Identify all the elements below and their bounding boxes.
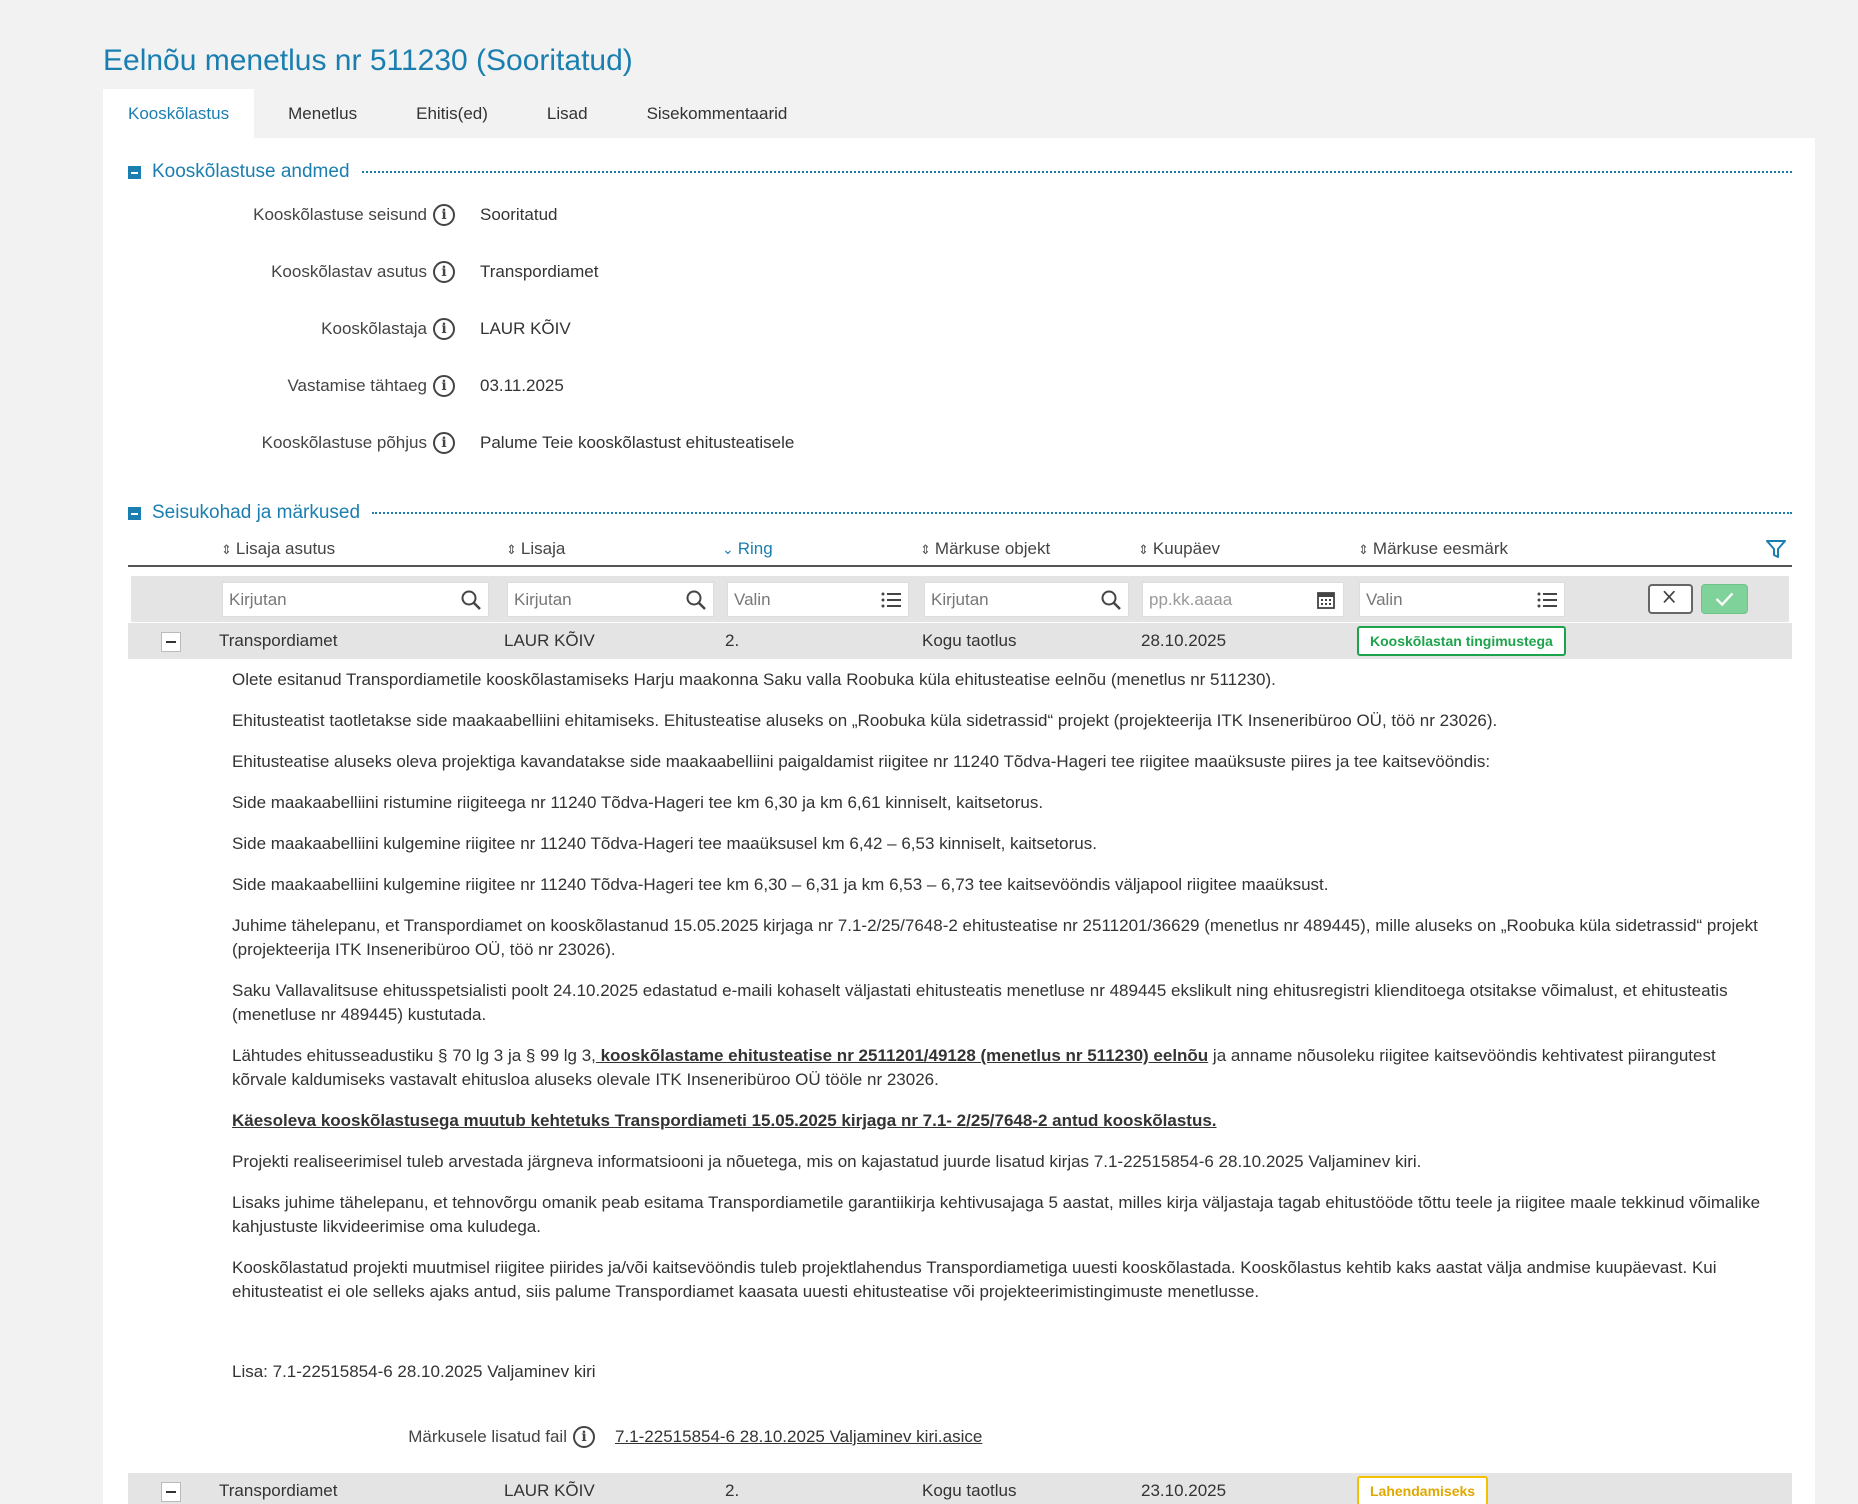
- list-icon: [1536, 589, 1558, 611]
- status-badge: Lahendamiseks: [1357, 1476, 1488, 1504]
- calendar-icon: [1315, 589, 1337, 611]
- sort-icon: ⇕: [920, 541, 931, 557]
- cell-kuupaev: 23.10.2025: [1141, 1481, 1227, 1500]
- field-row-tahtaeg: [103, 371, 1303, 401]
- section-title: Kooskõlastuse andmed: [152, 161, 350, 182]
- cell-kuupaev: 28.10.2025: [1141, 631, 1227, 650]
- column-header-ring[interactable]: ⌄ Ring: [722, 539, 773, 558]
- table-row[interactable]: [128, 1473, 1792, 1504]
- comment-paragraph: Ehitusteatise aluseks oleva projektiga kavandatakse side maakaabelliini paigaldamist riigitee nr 11240 Tõdva-Hageri tee riigitee maaüksuste piires ja tee kaitsevööndis:: [232, 752, 1491, 771]
- tab-lisad[interactable]: Lisad: [546, 104, 588, 123]
- clear-filter-button[interactable]: [1648, 584, 1693, 614]
- filter-date-kuupaev[interactable]: pp.kk.aaaa: [1142, 582, 1344, 617]
- comment-paragraph: Kooskõlastatud projekti muutmisel riigitee piirides ja/või kaitsevööndis tuleb projektlahendus Transpordiametiga uuesti kooskõlastada. Kooskõlastus kehtib kaks aastat välja andmise kuupäevast. Kui ehitusteatist ei ole selleks ajaks antud, siis palume Transpordiamet kaasata uuesti ehitusteatise või projekteerimistingimuste menetlusse.: [232, 1258, 1717, 1301]
- collapse-row-icon[interactable]: [161, 632, 181, 652]
- field-label: Kooskõlastav asutus: [271, 262, 427, 281]
- field-label: Kooskõlastaja: [321, 319, 427, 338]
- table-row[interactable]: [128, 623, 1792, 659]
- column-header-lisaja[interactable]: ⇕ Lisaja: [506, 539, 566, 558]
- section-title: Seisukohad ja märkused: [152, 502, 361, 523]
- sort-icon: ⇕: [1138, 541, 1149, 557]
- comment-paragraph: Side maakaabelliini ristumine riigiteega nr 11240 Tõdva-Hageri tee km 6,30 ja km 6,61 kinniselt, kaitsetorus.: [232, 793, 1044, 812]
- info-icon[interactable]: i: [433, 261, 455, 283]
- filter-input-lisaja-asutus[interactable]: Kirjutan: [222, 582, 489, 617]
- sort-icon: ⇕: [221, 541, 232, 557]
- content-panel: [103, 138, 1815, 1504]
- page-title: Eelnõu menetlus nr 511230 (Sooritatud): [103, 44, 633, 77]
- field-row-asutus: [103, 257, 1303, 287]
- attachment-file-link[interactable]: 7.1-22515854-6 28.10.2025 Valjaminev kiri.asice: [615, 1427, 983, 1446]
- comment-paragraph: Lisaks juhime tähelepanu, et tehnovõrgu omanik peab esitama Transpordiametile garantiikirja kehtivusajaga 5 aastat, milles kirja väljastaja tagab ehitustööde tõttu teele ja riigitee maale tekkinud võimalike kahjustuste likvideerimise oma kuludega.: [232, 1193, 1761, 1236]
- info-icon[interactable]: i: [433, 318, 455, 340]
- field-label: Vastamise tähtaeg: [287, 376, 427, 395]
- search-icon: [1100, 589, 1122, 611]
- info-icon[interactable]: i: [433, 204, 455, 226]
- cell-objekt: Kogu taotlus: [922, 1481, 1017, 1500]
- cell-ring: 2.: [725, 631, 740, 650]
- column-header-kuupaev[interactable]: ⇕ Kuupäev: [1138, 539, 1221, 558]
- field-label: Kooskõlastuse põhjus: [261, 433, 427, 452]
- cell-lisaja: LAUR KÕIV: [504, 1481, 595, 1500]
- cell-ring: 2.: [725, 1481, 740, 1500]
- info-icon[interactable]: i: [573, 1426, 595, 1448]
- tab-menetlus[interactable]: Menetlus: [288, 104, 358, 123]
- filter-input-markuse-objekt[interactable]: Kirjutan: [924, 582, 1129, 617]
- field-value: 03.11.2025: [480, 376, 564, 395]
- apply-filter-button[interactable]: [1701, 584, 1748, 614]
- filter-input-lisaja[interactable]: Kirjutan: [507, 582, 714, 617]
- collapse-toggle-icon[interactable]: [128, 166, 141, 179]
- comment-emphasis-link[interactable]: Käesoleva kooskõlastusega muutub kehtetuks Transpordiameti 15.05.2025 kirjaga nr 7.1- 2/25/7648-2 antud kooskõlastus.: [232, 1111, 1217, 1130]
- collapse-row-icon[interactable]: [161, 1482, 181, 1502]
- attachment-row: [103, 1422, 1403, 1452]
- comment-paragraph: [232, 1109, 1762, 1133]
- column-header-lisaja-asutus[interactable]: ⇕ Lisaja asutus: [221, 539, 336, 558]
- field-value: Transpordiamet: [480, 262, 599, 281]
- info-icon[interactable]: i: [433, 375, 455, 397]
- section-header-kooskolastuse-andmed: [128, 159, 1792, 185]
- field-label: Märkusele lisatud fail: [408, 1427, 567, 1446]
- comment-paragraph: Side maakaabelliini kulgemine riigitee nr 11240 Tõdva-Hageri tee km 6,30 – 6,31 ja km 6,53 – 6,73 tee kaitsevööndis väljapool riigitee maaüksust.: [232, 875, 1329, 894]
- comment-paragraph: Side maakaabelliini kulgemine riigitee nr 11240 Tõdva-Hageri tee maaüksusel km 6,42 – 6,53 kinniselt, kaitsetorus.: [232, 834, 1097, 853]
- cell-lisaja: LAUR KÕIV: [504, 631, 595, 650]
- info-icon[interactable]: i: [433, 432, 455, 454]
- comment-emphasis-link[interactable]: kooskõlastame ehitusteatise nr 2511201/49128 (menetlus nr 511230) eelnõu: [595, 1046, 1209, 1065]
- grid-header: [128, 535, 1792, 567]
- status-badge: Kooskõlastan tingimustega: [1357, 626, 1566, 656]
- comment-paragraph: Saku Vallavalitsuse ehitusspetsialisti poolt 24.10.2025 edastatud e-maili kohaselt väljastati ehitusteatis menetluse nr 489445 ekslikult ning ehitusregistri klienditoega otsitakse võimalust, et ehitusteatis (menetluse nr 489445) kustutada.: [232, 981, 1728, 1024]
- field-row-seisund: [103, 200, 1303, 230]
- comment-paragraph: Lähtudes ehitusseadustiku § 70 lg 3 ja § 99 lg 3, kooskõlastame ehitusteatise nr 2511201/49128 (menetlus nr 511230) eelnõu ja anname nõusoleku riigitee kaitsevööndis kehtivatest piirangutest kõrvale kaldumiseks vastavalt ehitusloa aluseks olevale ITK Inseneribüroo OÜ tööle nr 23026.: [232, 1046, 1716, 1089]
- cell-asutus: Transpordiamet: [219, 1481, 338, 1500]
- sort-icon: ⇕: [1358, 541, 1369, 557]
- field-value: LAUR KÕIV: [480, 319, 571, 338]
- sort-desc-icon: ⌄: [722, 541, 734, 557]
- field-value: Palume Teie kooskõlastust ehitusteatisele: [480, 433, 795, 452]
- search-icon: [685, 589, 707, 611]
- comment-paragraph: Olete esitanud Transpordiametile kooskõlastamiseks Harju maakonna Saku valla Roobuka küla ehitusteatise eelnõu (menetlus nr 511230).: [232, 670, 1276, 689]
- comment-paragraph: Projekti realiseerimisel tuleb arvestada järgneva informatsiooni ja nõuetega, mis on kajastatud juurde lisatud kirjas 7.1-22515854-6 28.10.2025 Valjaminev kiri.: [232, 1152, 1422, 1171]
- filter-row: [131, 576, 1789, 622]
- cell-asutus: Transpordiamet: [219, 631, 338, 650]
- filter-select-ring[interactable]: Valin: [727, 582, 909, 617]
- field-value: Sooritatud: [480, 205, 558, 224]
- field-row-pohjus: [103, 428, 1303, 458]
- comment-paragraph: Juhime tähelepanu, et Transpordiamet on kooskõlastanud 15.05.2025 kirjaga nr 7.1-2/25/7648-2 ehitusteatise nr 2511201/36629 (menetlus nr 489445), mille aluseks on „Roobuka küla sidetrassid“ projekt (projekteerija ITK Inseneribüroo OÜ, töö nr 23026).: [232, 916, 1758, 959]
- tab-ehitised[interactable]: Ehitis(ed): [416, 104, 488, 123]
- section-divider: [362, 171, 1792, 173]
- comment-attachment-note: Lisa: 7.1-22515854-6 28.10.2025 Valjaminev kiri: [232, 1362, 596, 1381]
- field-row-kooskolastaja: [103, 314, 1303, 344]
- checkmark-icon: [1702, 585, 1747, 613]
- cell-objekt: Kogu taotlus: [922, 631, 1017, 650]
- section-divider: [372, 512, 1792, 514]
- list-icon: [880, 589, 902, 611]
- collapse-toggle-icon[interactable]: [128, 507, 141, 520]
- tab-kooskolastus[interactable]: Kooskõlastus: [103, 89, 254, 138]
- comment-body: [232, 668, 1762, 1401]
- filter-icon[interactable]: [1765, 538, 1787, 560]
- field-label: Kooskõlastuse seisund: [253, 205, 427, 224]
- close-icon: [1650, 586, 1691, 612]
- section-header-seisukohad: [128, 500, 1792, 526]
- tab-bar: [103, 89, 821, 138]
- filter-select-markuse-eesmark[interactable]: Valin: [1359, 582, 1565, 617]
- column-header-markuse-objekt[interactable]: ⇕ Märkuse objekt: [920, 539, 1051, 558]
- comment-paragraph: Ehitusteatist taotletakse side maakaabelliini ehitamiseks. Ehitusteatise aluseks on „Roobuka küla sidetrassid“ projekt (projekteerija ITK Inseneribüroo OÜ, töö nr 23026).: [232, 711, 1498, 730]
- search-icon: [460, 589, 482, 611]
- tab-sisekommentaarid[interactable]: Sisekommentaarid: [646, 104, 788, 123]
- column-header-markuse-eesmark[interactable]: ⇕ Märkuse eesmärk: [1358, 539, 1509, 558]
- sort-icon: ⇕: [506, 541, 517, 557]
